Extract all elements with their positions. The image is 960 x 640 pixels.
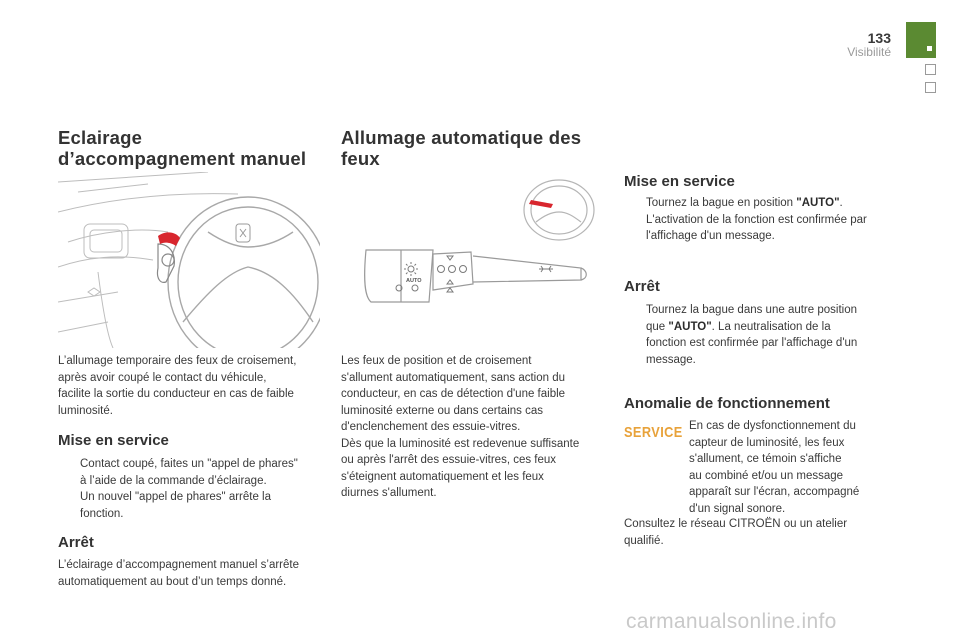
col2-title xyxy=(341,127,581,169)
col3-mise-title: Mise en service xyxy=(624,173,735,190)
text-run: que xyxy=(646,320,669,333)
col1-intro-line: luminosité. xyxy=(58,404,113,417)
col2-text-line: luminosité externe ou dans certains cas xyxy=(341,404,543,417)
col2-text-line: diurnes s'allument. xyxy=(341,487,437,499)
col3-consult-text xyxy=(624,516,894,549)
chapter-tab-box-2[interactable] xyxy=(925,82,936,93)
service-warning-icon: SERVICE xyxy=(624,424,683,441)
bullet-line: fonction. xyxy=(80,507,124,520)
anomalie-line: d'un signal sonore. xyxy=(689,502,786,515)
col3-arret-title: Arrêt xyxy=(624,278,660,295)
col2-title-line2: feux xyxy=(341,148,380,169)
bullet-item xyxy=(624,302,894,368)
chapter-tab-marker-icon xyxy=(927,46,932,51)
ring-highlight-small xyxy=(529,200,553,208)
chapter-tab-active[interactable] xyxy=(906,22,936,58)
auto-key-label: "AUTO" xyxy=(796,197,840,209)
bullet-line xyxy=(646,195,894,212)
col1-intro-line: après avoir coupé le contact du véhicule, xyxy=(58,371,267,384)
stalk-auto-label: AUTO xyxy=(406,278,422,284)
col1-arret-text xyxy=(58,557,323,590)
col1-title xyxy=(58,127,306,169)
light-stalk-illustration xyxy=(341,172,603,348)
watermark-link[interactable]: carmanualsonline.info xyxy=(626,610,837,633)
bullet-line: Un nouvel "appel de phares" arrête la xyxy=(80,491,272,503)
col1-intro xyxy=(58,353,323,419)
dashboard-illustration xyxy=(58,172,320,348)
bullet-item xyxy=(624,195,894,245)
anomalie-line: capteur de luminosité, les feux xyxy=(689,436,845,449)
bullet-item xyxy=(58,489,323,522)
col2-text xyxy=(341,353,606,502)
col2-text-line: d'enclenchement des essuie-vitres. xyxy=(341,421,521,433)
col3-arret-block xyxy=(624,302,894,368)
bullet-line: à l’aide de la commande d’éclairage. xyxy=(80,474,267,487)
chapter-tab-box-1[interactable] xyxy=(925,64,936,75)
consult-line: qualifié. xyxy=(624,534,664,547)
consult-line: Consultez le réseau CITROËN ou un atelier xyxy=(624,518,848,530)
bullet-line: fonction est confirmée par l'affichage d'un xyxy=(646,337,858,349)
col1-arret-title: Arrêt xyxy=(58,534,94,551)
col2-text-line: s'éteignent automatiquement et les feux xyxy=(341,470,544,483)
bullet-line: message. xyxy=(646,353,696,366)
text-run: . La neutralisation de la xyxy=(711,320,831,333)
anomalie-line: au combiné et/ou un message xyxy=(689,469,844,482)
col1-title-line2: d’accompagnement manuel xyxy=(58,148,307,169)
col2-text-line: ou après l'arrêt des essuie-vitres, ces feux xyxy=(341,454,557,466)
anomalie-line: s'allument, ce témoin s'affiche xyxy=(689,453,842,465)
bullet-line: L'activation de la fonction est confirmée par xyxy=(646,213,867,226)
col1-bullets xyxy=(58,456,323,522)
col2-text-line: conducteur, en cas de détection d'une faible xyxy=(341,388,566,400)
col3-mise-block xyxy=(624,195,894,245)
col2-text-line: Dès que la luminosité est redevenue suffisante xyxy=(341,437,580,450)
bullet-line: l'affichage d'un message. xyxy=(646,230,775,242)
text-run: Tournez la bague en position xyxy=(646,197,797,209)
auto-key-label: "AUTO" xyxy=(668,320,712,333)
bullet-line xyxy=(646,319,894,336)
page-number: 133 xyxy=(867,30,891,46)
col3-anomalie-title: Anomalie de fonctionnement xyxy=(624,395,830,412)
col2-text-line: Les feux de position et de croisement xyxy=(341,355,532,367)
bullet-line: Contact coupé, faites un "appel de phares" xyxy=(80,458,298,470)
col1-intro-line: facilite la sortie du conducteur en cas de faible xyxy=(58,388,294,400)
col1-intro-line: L’allumage temporaire des feux de croisement, xyxy=(58,355,297,367)
bullet-item xyxy=(58,456,323,489)
bullet-line: Tournez la bague dans une autre position xyxy=(646,304,857,316)
col2-text-line: s'allument automatiquement, sans action du xyxy=(341,371,566,384)
col3-anomalie-text xyxy=(689,418,894,517)
col1-arret-line: automatiquement au bout d’un temps donné. xyxy=(58,575,287,588)
anomalie-line: En cas de dysfonctionnement du xyxy=(689,420,856,432)
col2-title-line1: Allumage automatique des xyxy=(341,127,582,148)
section-name: Visibilité xyxy=(847,45,891,59)
col1-mise-title: Mise en service xyxy=(58,432,169,449)
col1-arret-line: L’éclairage d’accompagnement manuel s’arrête xyxy=(58,559,300,571)
col1-title-line1: Eclairage xyxy=(58,127,143,148)
text-run: . xyxy=(839,197,843,209)
anomalie-line: apparaît sur l'écran, accompagné xyxy=(689,486,860,498)
